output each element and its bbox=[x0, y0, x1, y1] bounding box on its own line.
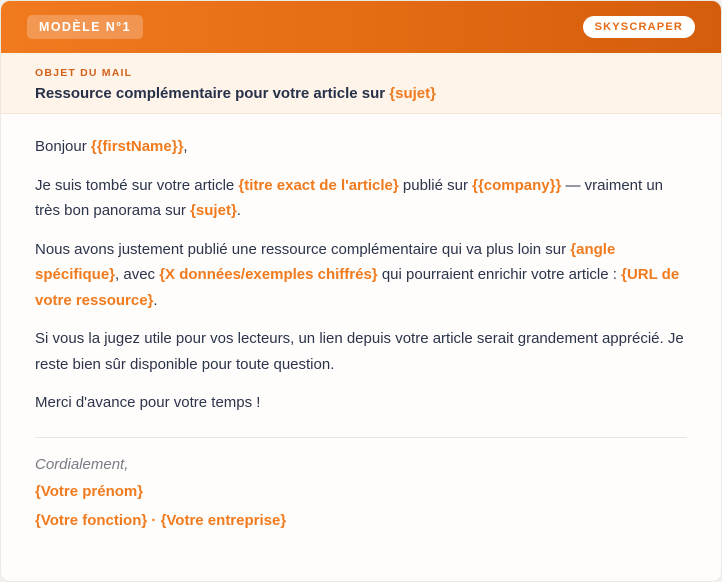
signature-separator: · bbox=[147, 511, 161, 529]
signature-name-line bbox=[35, 483, 687, 500]
text: Je suis tombé sur votre article bbox=[35, 176, 239, 194]
variable-first-name: {{firstName}} bbox=[90, 138, 184, 155]
text: , avec bbox=[115, 266, 160, 283]
model-number-badge: MODÈLE N°1 bbox=[27, 15, 143, 39]
text: Bonjour bbox=[35, 138, 91, 155]
text: . bbox=[236, 202, 241, 219]
subject-line bbox=[35, 85, 687, 102]
resource-paragraph bbox=[35, 237, 687, 314]
variable-first-name-signature: {Votre prénom} bbox=[35, 482, 144, 500]
subject-variable: {sujet} bbox=[389, 85, 436, 102]
email-body bbox=[1, 114, 721, 529]
thanks-paragraph: Merci d'avance pour votre temps ! bbox=[35, 394, 261, 411]
template-type-badge: SKYSCRAPER bbox=[583, 16, 695, 38]
signature-role-line bbox=[35, 512, 687, 529]
text: qui pourraient enrichir votre article : bbox=[377, 266, 622, 283]
variable-resource-url: {URL de votre ressource} bbox=[35, 266, 680, 309]
subject-label: OBJET DU MAIL bbox=[35, 67, 133, 79]
subject-text: Ressource complémentaire pour votre article sur bbox=[35, 85, 390, 102]
divider bbox=[35, 437, 687, 438]
text: publié sur bbox=[398, 176, 473, 194]
variable-article-title: {titre exact de l'article} bbox=[238, 176, 399, 194]
variable-topic: {sujet} bbox=[190, 202, 237, 219]
variable-specific-angle: {angle spécifique} bbox=[35, 240, 616, 283]
template-header bbox=[1, 1, 721, 53]
closing-text: Cordialement, bbox=[35, 455, 129, 473]
request-paragraph: Si vous la jugez utile pour vos lecteurs, un lien depuis votre article serait grandement apprécié. Je reste bien sûr disponible pour toute question. bbox=[35, 330, 684, 373]
text: Nous avons justement publié une ressource complémentaire qui va plus loin sur bbox=[35, 240, 571, 258]
greeting-paragraph bbox=[35, 134, 687, 160]
variable-company: {{company}} bbox=[472, 176, 562, 194]
intro-paragraph bbox=[35, 173, 687, 224]
variable-role: {Votre fonction} bbox=[35, 511, 148, 529]
subject-section bbox=[1, 53, 721, 114]
variable-company-signature: {Votre entreprise} bbox=[160, 511, 287, 529]
text: — vraiment un très bon panorama sur bbox=[35, 176, 664, 219]
text: , bbox=[183, 138, 188, 155]
text: . bbox=[153, 291, 158, 309]
variable-data-examples: {X données/exemples chiffrés} bbox=[159, 266, 378, 283]
